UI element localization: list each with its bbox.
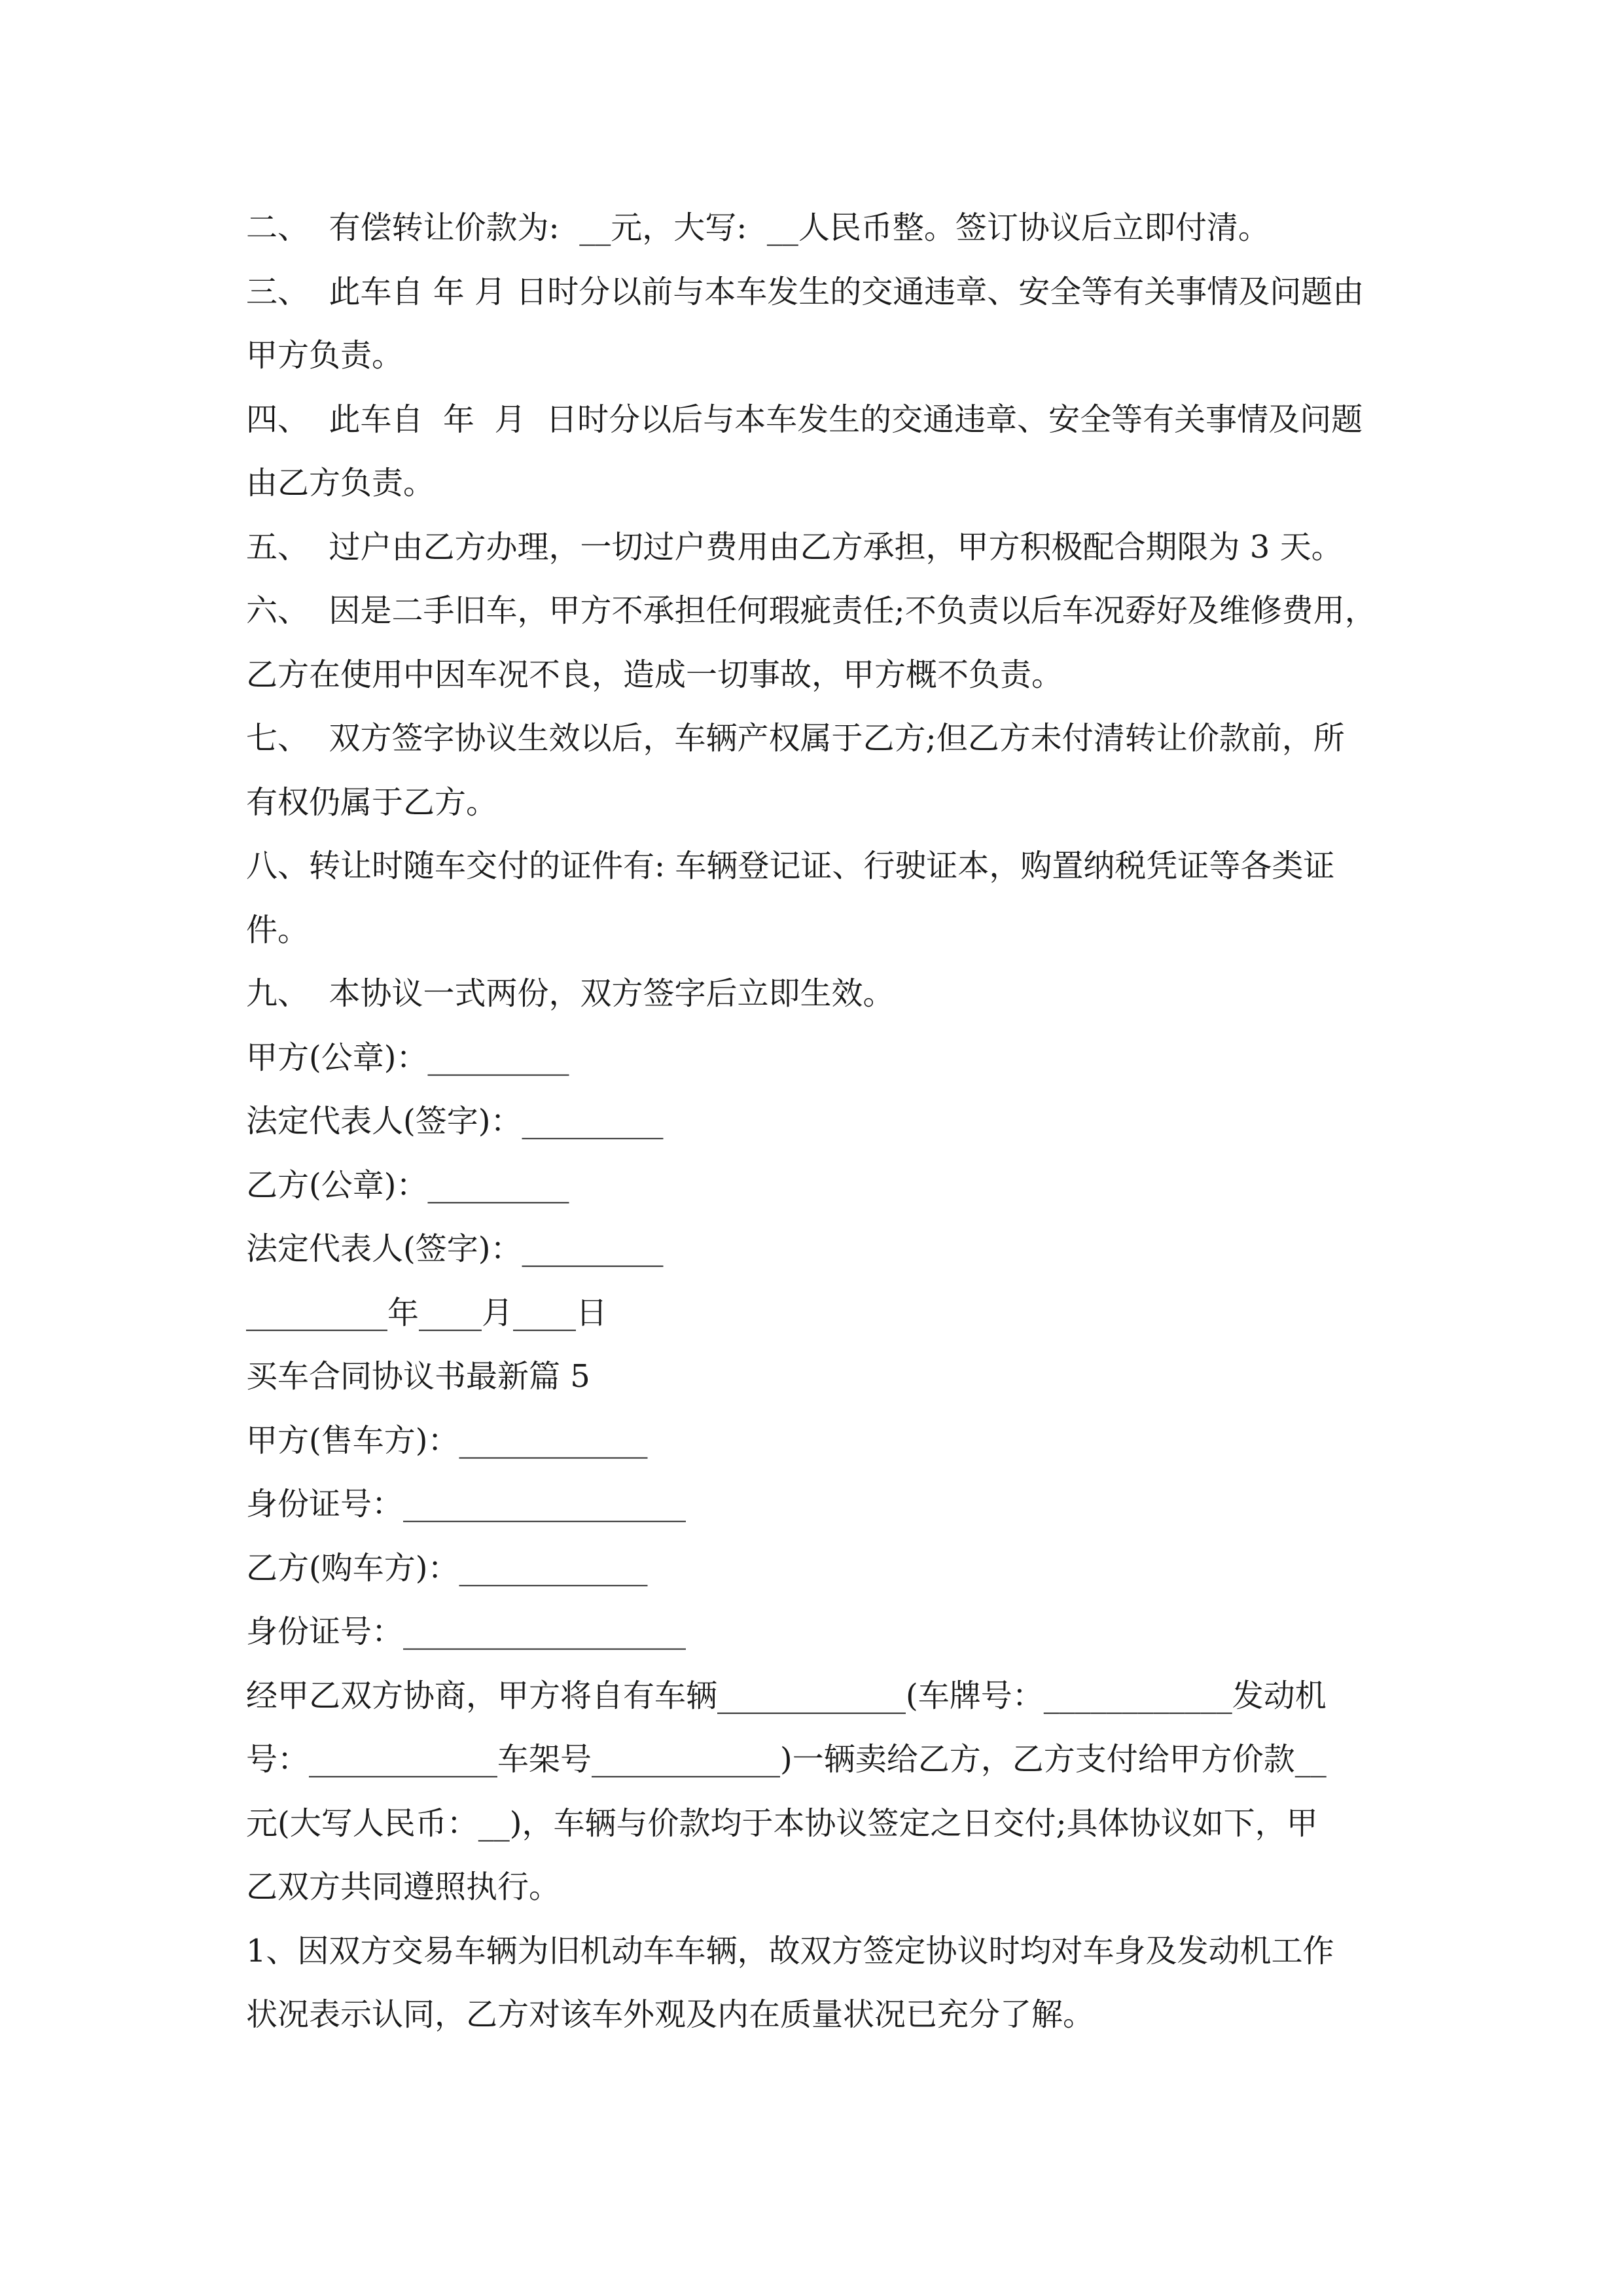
clause-6-continuation: 乙方在使用中因车况不良，造成一切事故，甲方概不负责。: [246, 656, 1063, 693]
clause-5-line: 五、 过户由乙方办理，一切过户费用由乙方承担，甲方积极配合期限为 3 天。: [246, 528, 1343, 565]
clause-3-line: 三、 此车自 年 月 日时分以前与本车发生的交通违章、安全等有关事情及问题由: [246, 273, 1364, 310]
party-a-seal-field: 甲方(公章)：_________: [246, 1039, 569, 1076]
seller-field: 甲方(售车方)：____________: [246, 1422, 648, 1459]
document-body: [246, 196, 1385, 2047]
clause-7-line: 七、 双方签字协议生效以后，车辆产权属于乙方;但乙方未付清转让价款前，所: [246, 720, 1345, 757]
date-field: _________年____月____日: [246, 1294, 608, 1331]
section-title: 买车合同协议书最新篇 5: [246, 1358, 590, 1395]
party-b-seal-field: 乙方(公章)：_________: [246, 1166, 569, 1204]
clause-2-line: 二、 有偿转让价款为: __元，大写: __人民币整。签订协议后立即付清。: [246, 209, 1270, 246]
agreement-intro-line-3: 元(大写人民币：__)，车辆与价款均于本协议签定之日交付;具体协议如下，甲: [246, 1804, 1318, 1842]
party-a-representative-field: 法定代表人(签字)：_________: [246, 1103, 664, 1139]
seller-id-field: 身份证号：__________________: [246, 1486, 687, 1522]
clause-8-continuation: 件。: [246, 911, 310, 948]
clause-6-line: 六、 因是二手旧车，甲方不承担任何瑕疵责任;不负责以后车况孬好及维修费用，: [246, 592, 1376, 629]
agreement-intro-line-4: 乙双方共同遵照执行。: [246, 1869, 561, 1905]
agreement-intro-line-1: 经甲乙双方协商，甲方将自有车辆____________(车牌号：____________发动机: [246, 1677, 1327, 1714]
clause-4-line: 四、 此车自 年 月 日时分以后与本车发生的交通违章、安全等有关事情及问题: [246, 401, 1363, 438]
term-1-continuation: 状况表示认同，乙方对该车外观及内在质量状况已充分了解。: [246, 1996, 1095, 2033]
clause-4-continuation: 由乙方负责。: [246, 465, 435, 501]
party-b-representative-field: 法定代表人(签字)：_________: [246, 1230, 664, 1267]
clause-7-continuation: 有权仍属于乙方。: [246, 783, 498, 821]
clause-3-continuation: 甲方负责。: [246, 337, 404, 374]
clause-8-line: 八、转让时随车交付的证件有: 车辆登记证、行驶证本，购置纳税凭证等各类证: [246, 848, 1335, 884]
buyer-id-field: 身份证号：__________________: [246, 1613, 687, 1650]
term-1-line: 1、因双方交易车辆为旧机动车车辆，故双方签定协议时均对车身及发动机工作: [246, 1932, 1334, 1969]
agreement-intro-line-2: 号：____________车架号____________)一辆卖给乙方，乙方支付给甲方价款__: [246, 1741, 1327, 1778]
clause-9-line: 九、 本协议一式两份，双方签字后立即生效。: [246, 975, 895, 1012]
buyer-field: 乙方(购车方)：____________: [246, 1549, 648, 1587]
